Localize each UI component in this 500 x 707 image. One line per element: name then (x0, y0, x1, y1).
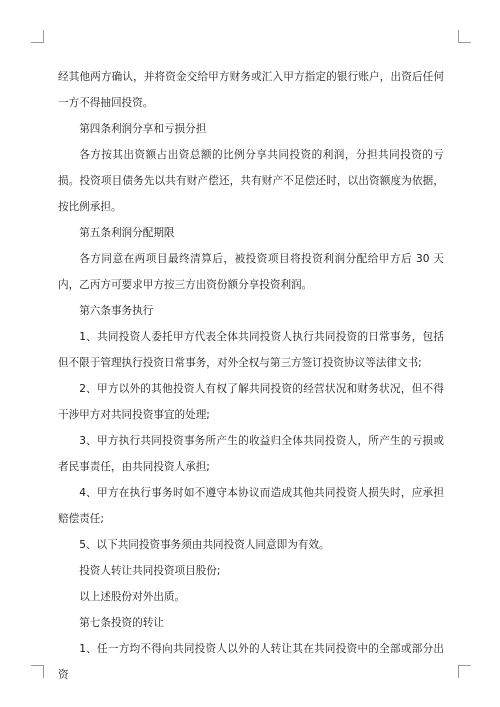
article-4-body: 各方按其出资额占出资总额的比例分享共同投资的利润，分担共同投资的亏损。投资项目债务先以共有财产偿还，共有财产不足偿还时，以出资额度为依据，按比例承担。 (58, 149, 444, 213)
article-6-heading: 第六条事务执行 (79, 305, 154, 317)
article-6-item-5: 5、以下共同投资事务须由共同投资人同意即为有效。 (79, 539, 330, 551)
article-6-item-3: 3、甲方执行共同投资事务所产生的收益归全体共同投资人，所产生的亏损或者民事责任，由共同投资人承担; (58, 435, 444, 473)
article-5-body: 各方同意在两项目最终清算后，被投资项目将投资利润分配给甲方后 30 天内，乙丙方可要求甲方按三方出资份额分享投资利润。 (58, 253, 444, 291)
document-body (58, 64, 444, 688)
article-7-item-1: 1、任一方均不得向共同投资人以外的人转让其在共同投资中的全部或部分出资 (58, 643, 444, 681)
article-6-item-2: 2、甲方以外的其他投资人有权了解共同投资的经营状况和财务状况，但不得干涉甲方对共同投资事宜的处理; (58, 383, 444, 421)
article-6-item-5-sub-2: 以上述股份对外出质。 (79, 591, 186, 603)
article-6-item-5-sub-1: 投资人转让共同投资项目股份; (79, 565, 221, 577)
article-7-heading: 第七条投资的转让 (79, 617, 164, 629)
article-6-item-1: 1、共同投资人委托甲方代表全体共同投资人执行共同投资的日常事务，包括但不限于管理执行投资日常事务，对外全权与第三方签订投资协议等法律文书; (58, 331, 444, 369)
article-4-heading: 第四条利润分享和亏损分担 (79, 123, 207, 135)
article-5-heading: 第五条利润分配期限 (79, 227, 175, 239)
article-6-item-4: 4、甲方在执行事务时如不遵守本协议而造成其他共同投资人损失时，应承担赔偿责任; (58, 487, 444, 525)
paragraph-continuation: 经其他两方确认，并将资金交给甲方财务或汇入甲方指定的银行账户，出资后任何一方不得抽回投资。 (58, 71, 444, 109)
crop-mark-bottom-right (458, 665, 471, 678)
crop-mark-top-right (458, 30, 471, 43)
crop-mark-top-left (31, 30, 44, 43)
crop-mark-bottom-left (31, 665, 44, 678)
